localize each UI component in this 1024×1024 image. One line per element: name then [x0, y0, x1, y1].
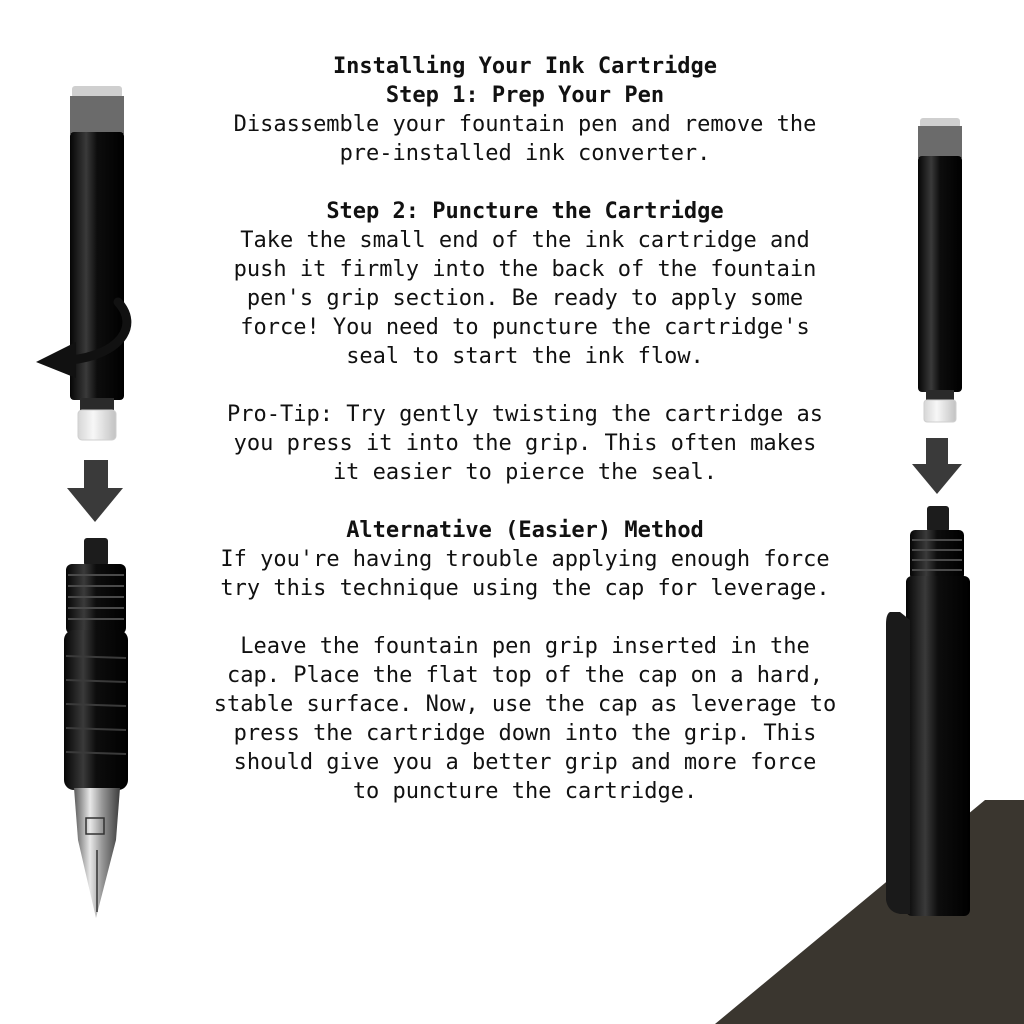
- page-title: Installing Your Ink Cartridge: [332, 54, 718, 79]
- left-ink-cartridge: [70, 86, 124, 440]
- alternative-body: If you're having trouble applying enough force try this technique using the cap for leverage.: [220, 547, 830, 601]
- alternative-body-2: Leave the fountain pen grip inserted in the cap. Place the flat top of the cap on a hard, stable surface. Now, use the cap as leverage to press the cartridge down into the grip. This should give you a better grip and more force to puncture the cartridge.: [213, 634, 837, 804]
- alternative-heading: Alternative (Easier) Method: [346, 518, 704, 543]
- instructions: [175, 52, 875, 835]
- pro-tip: Pro-Tip: Try gently twisting the cartridge as you press it into the grip. This often makes it easier to pierce the seal.: [226, 402, 824, 485]
- step-2-body: Take the small end of the ink cartridge and push it firmly into the back of the fountain pen's grip section. Be ready to apply some force! You need to puncture the cartridge's seal to start the ink flow.: [233, 228, 817, 369]
- step-2-heading: Step 2: Puncture the Cartridge: [326, 199, 724, 224]
- pen-grip-in-cap: [886, 506, 970, 916]
- right-down-arrow-icon: [912, 438, 962, 494]
- pen-grip-with-nib: [64, 538, 128, 918]
- right-ink-cartridge: [918, 118, 962, 422]
- step-1-body: Disassemble your fountain pen and remove the pre-installed ink converter.: [233, 112, 817, 166]
- step-1-heading: Step 1: Prep Your Pen: [385, 83, 665, 108]
- left-down-arrow-icon: [67, 460, 123, 522]
